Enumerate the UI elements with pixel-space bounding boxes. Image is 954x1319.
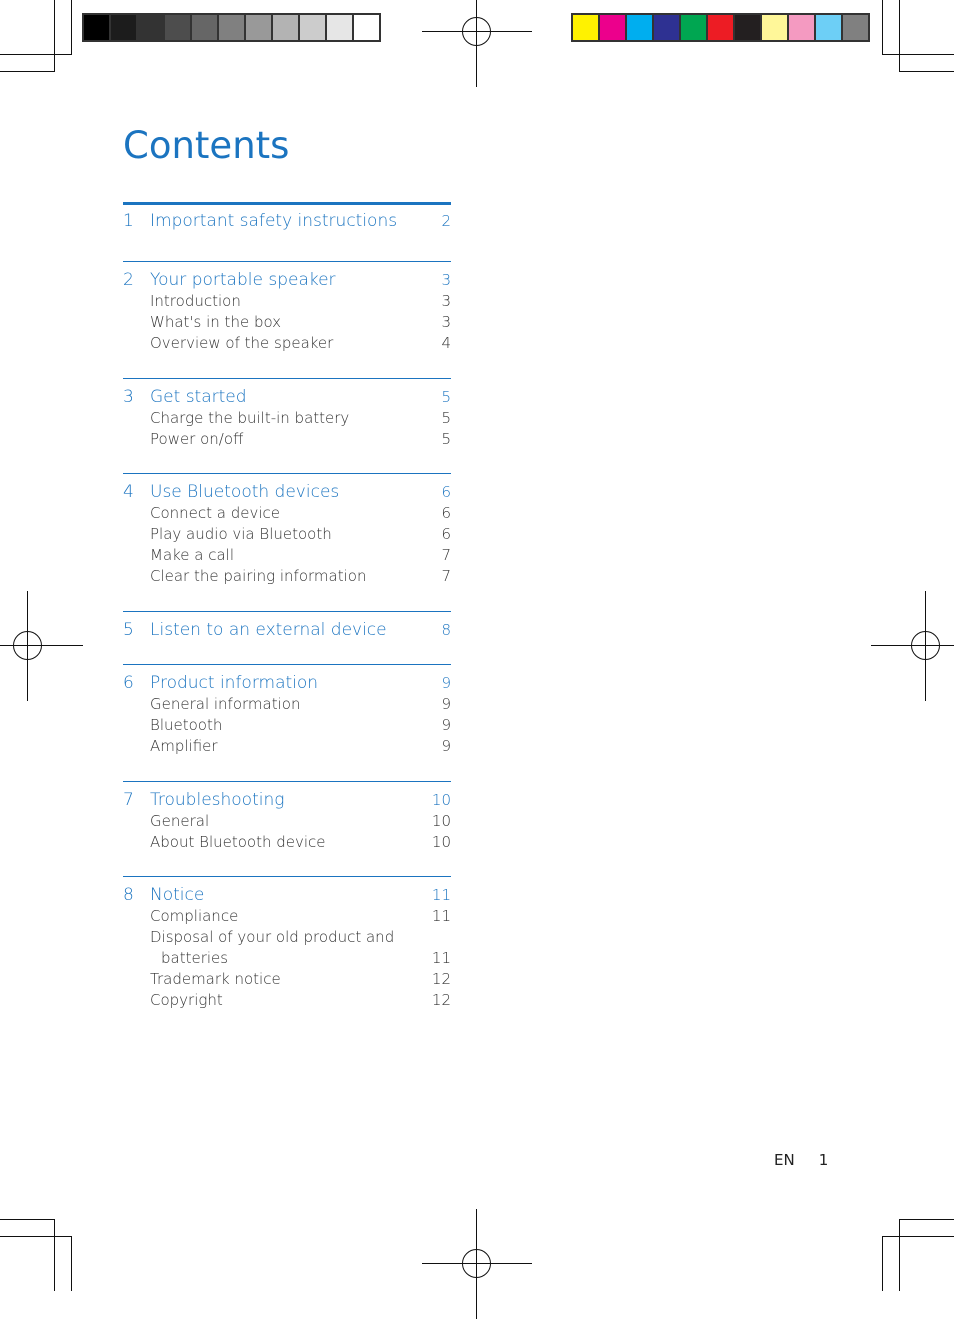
registration-mark-top	[422, 0, 532, 87]
toc-section	[123, 202, 451, 261]
toc-entry[interactable]	[123, 566, 451, 587]
section-page: 2	[441, 212, 451, 230]
toc-entry-text: Power on/off	[150, 430, 244, 448]
toc-entry-text: Copyright	[150, 991, 223, 1009]
section-title: Listen to an external device	[150, 620, 387, 640]
toc-entry[interactable]	[123, 429, 451, 450]
registration-mark-right	[871, 591, 954, 701]
section-title: Troubleshooting	[150, 790, 285, 810]
toc-section-heading[interactable]	[123, 386, 451, 408]
crop-mark-bottom-left-h	[0, 1219, 55, 1220]
section-title: Product information	[150, 673, 319, 693]
toc-section	[123, 473, 451, 611]
color-swatch	[600, 15, 627, 40]
toc-entry[interactable]	[123, 503, 451, 524]
process-color-bar	[571, 13, 870, 42]
toc-entry-page: 5	[441, 409, 451, 427]
toc-section-heading[interactable]	[123, 789, 451, 811]
registration-mark-bottom	[422, 1209, 532, 1319]
toc-entry-label	[150, 545, 417, 566]
section-page: 8	[441, 621, 451, 639]
toc-entry[interactable]	[123, 694, 451, 715]
toc-entry-page: 5	[441, 430, 451, 448]
toc-entry-label	[150, 832, 417, 853]
toc-entry-text: General information	[150, 695, 301, 713]
registration-mark-left	[0, 591, 83, 701]
color-swatch	[816, 15, 843, 40]
page-footer	[774, 1151, 828, 1169]
toc-entry-text: What's in the box	[150, 313, 282, 331]
toc-entry-page: 4	[441, 334, 451, 352]
toc-entry-text: General	[150, 812, 210, 830]
color-swatch	[273, 15, 300, 40]
color-swatch	[708, 15, 735, 40]
toc-section	[123, 378, 451, 473]
color-swatch	[138, 15, 165, 40]
toc-entry[interactable]	[123, 333, 451, 354]
toc-entry-page: 7	[441, 546, 451, 564]
color-swatch	[735, 15, 762, 40]
toc-section-heading[interactable]	[123, 619, 451, 641]
toc-entry-text: About Bluetooth device	[150, 833, 326, 851]
crop-mark-top-left-v2	[71, 0, 72, 55]
toc-entry-text: Trademark notice	[150, 970, 281, 988]
crop-mark-top-left-v	[54, 0, 55, 72]
toc-entry[interactable]	[123, 312, 451, 333]
toc-section	[123, 261, 451, 378]
toc-entry-page: 9	[441, 716, 451, 734]
toc-entry[interactable]	[123, 832, 451, 853]
toc-entry-text: Overview of the speaker	[150, 334, 334, 352]
color-swatch	[246, 15, 273, 40]
toc-entry-label	[150, 312, 417, 333]
toc-section	[123, 781, 451, 876]
color-swatch	[354, 15, 379, 40]
gray-color-bar	[82, 13, 381, 42]
toc-entry-page: 6	[441, 504, 451, 522]
toc-entry-label	[150, 524, 417, 545]
toc-entry-label	[150, 969, 417, 990]
crop-mark-top-right-h2	[882, 54, 954, 55]
toc-entry-label	[150, 927, 417, 969]
section-number: 2	[123, 270, 134, 290]
toc-entry-text: Connect a device	[150, 504, 281, 522]
toc-entry-text: Clear the pairing information	[150, 567, 367, 585]
color-swatch	[789, 15, 816, 40]
toc-entry-page: 10	[431, 833, 451, 851]
toc-section-heading[interactable]	[123, 481, 451, 503]
toc-entry-page: 12	[431, 991, 451, 1009]
toc-entry-page: 11	[431, 907, 451, 925]
toc-entry-label	[150, 715, 417, 736]
toc-section	[123, 664, 451, 781]
crop-mark-top-left-h	[0, 71, 55, 72]
section-title: Your portable speaker	[150, 270, 336, 290]
color-swatch	[219, 15, 246, 40]
section-page: 5	[441, 388, 451, 406]
section-page: 10	[431, 791, 451, 809]
toc-entry-label	[150, 811, 417, 832]
section-page: 11	[431, 886, 451, 904]
toc-entry-page: 6	[441, 525, 451, 543]
toc-section	[123, 611, 451, 664]
toc-section-heading[interactable]	[123, 210, 451, 232]
section-number: 4	[123, 482, 134, 502]
toc-entry[interactable]	[123, 408, 451, 429]
toc-entry[interactable]	[123, 715, 451, 736]
section-number: 1	[123, 211, 134, 231]
toc-entry-page: 3	[441, 313, 451, 331]
section-number: 5	[123, 620, 134, 640]
toc-entry-label	[150, 906, 417, 927]
crop-mark-top-right-v	[899, 0, 900, 72]
toc-entry-label	[150, 566, 417, 587]
section-page: 9	[441, 674, 451, 692]
toc-section-heading[interactable]	[123, 269, 451, 291]
toc-entry-label	[150, 333, 417, 354]
toc-entry[interactable]	[123, 906, 451, 927]
toc-entry-text: Introduction	[150, 292, 241, 310]
toc-entry[interactable]	[123, 736, 451, 757]
crop-mark-bottom-left-v	[54, 1219, 55, 1291]
section-page: 3	[441, 271, 451, 289]
toc-entry[interactable]	[123, 811, 451, 832]
toc-entry-text: Play audio via Bluetooth	[150, 525, 332, 543]
crop-mark-bottom-left-v2	[71, 1236, 72, 1291]
color-swatch	[681, 15, 708, 40]
color-swatch	[654, 15, 681, 40]
toc-entry-page: 10	[431, 812, 451, 830]
section-number: 8	[123, 885, 134, 905]
toc-entry[interactable]	[123, 927, 451, 969]
toc-entry-label	[150, 736, 417, 757]
footer-page-number: 1	[818, 1151, 829, 1169]
section-title: Get started	[150, 387, 247, 407]
color-swatch	[300, 15, 327, 40]
section-number: 3	[123, 387, 134, 407]
toc-entry-text: Disposal of your old product and	[150, 928, 395, 946]
footer-language: EN	[774, 1151, 795, 1169]
toc-entry-text: Charge the built-in battery	[150, 409, 350, 427]
toc-entry-label	[150, 408, 417, 429]
toc-entry-text: Make a call	[150, 546, 235, 564]
color-swatch	[627, 15, 654, 40]
crop-mark-bottom-right-v	[899, 1219, 900, 1291]
toc-entry-page: 3	[441, 292, 451, 310]
section-title: Use Bluetooth devices	[150, 482, 340, 502]
toc-entry-label	[150, 291, 417, 312]
toc-entry-label	[150, 990, 417, 1011]
toc-entry-text: Amplifier	[150, 737, 218, 755]
toc-entry-page: 9	[441, 737, 451, 755]
color-swatch	[843, 15, 868, 40]
color-swatch	[327, 15, 354, 40]
color-swatch	[192, 15, 219, 40]
crop-mark-bottom-right-h2	[882, 1236, 954, 1237]
section-number: 7	[123, 790, 134, 810]
table-of-contents	[123, 202, 451, 1011]
toc-entry[interactable]	[123, 545, 451, 566]
toc-entry-continuation: batteries	[161, 949, 229, 967]
section-title: Important safety instructions	[150, 211, 398, 231]
toc-entry-label	[150, 694, 417, 715]
toc-entry-text: Compliance	[150, 907, 239, 925]
toc-entry[interactable]	[123, 969, 451, 990]
toc-entry-label	[150, 503, 417, 524]
toc-entry-label	[150, 429, 417, 450]
toc-entry-page: 9	[441, 695, 451, 713]
section-number: 6	[123, 673, 134, 693]
color-swatch	[84, 15, 111, 40]
section-page: 6	[441, 483, 451, 501]
toc-entry-page: 12	[431, 970, 451, 988]
toc-entry[interactable]	[123, 524, 451, 545]
crop-mark-bottom-right-v2	[882, 1236, 883, 1291]
toc-section-heading[interactable]	[123, 672, 451, 694]
toc-section	[123, 876, 451, 1011]
toc-entry-text: Bluetooth	[150, 716, 223, 734]
crop-mark-bottom-left-h2	[0, 1236, 72, 1237]
page-title: Contents	[123, 124, 290, 167]
toc-entry-page: 11	[431, 949, 451, 967]
toc-entry[interactable]	[123, 990, 451, 1011]
color-swatch	[165, 15, 192, 40]
toc-entry-page: 7	[441, 567, 451, 585]
color-swatch	[111, 15, 138, 40]
crop-mark-top-left-h2	[0, 54, 72, 55]
color-swatch	[762, 15, 789, 40]
color-swatch	[573, 15, 600, 40]
crop-mark-top-right-v2	[882, 0, 883, 55]
toc-entry[interactable]	[123, 291, 451, 312]
section-title: Notice	[150, 885, 205, 905]
crop-mark-bottom-right-h	[899, 1219, 954, 1220]
toc-section-heading[interactable]	[123, 884, 451, 906]
crop-mark-top-right-h	[899, 71, 954, 72]
